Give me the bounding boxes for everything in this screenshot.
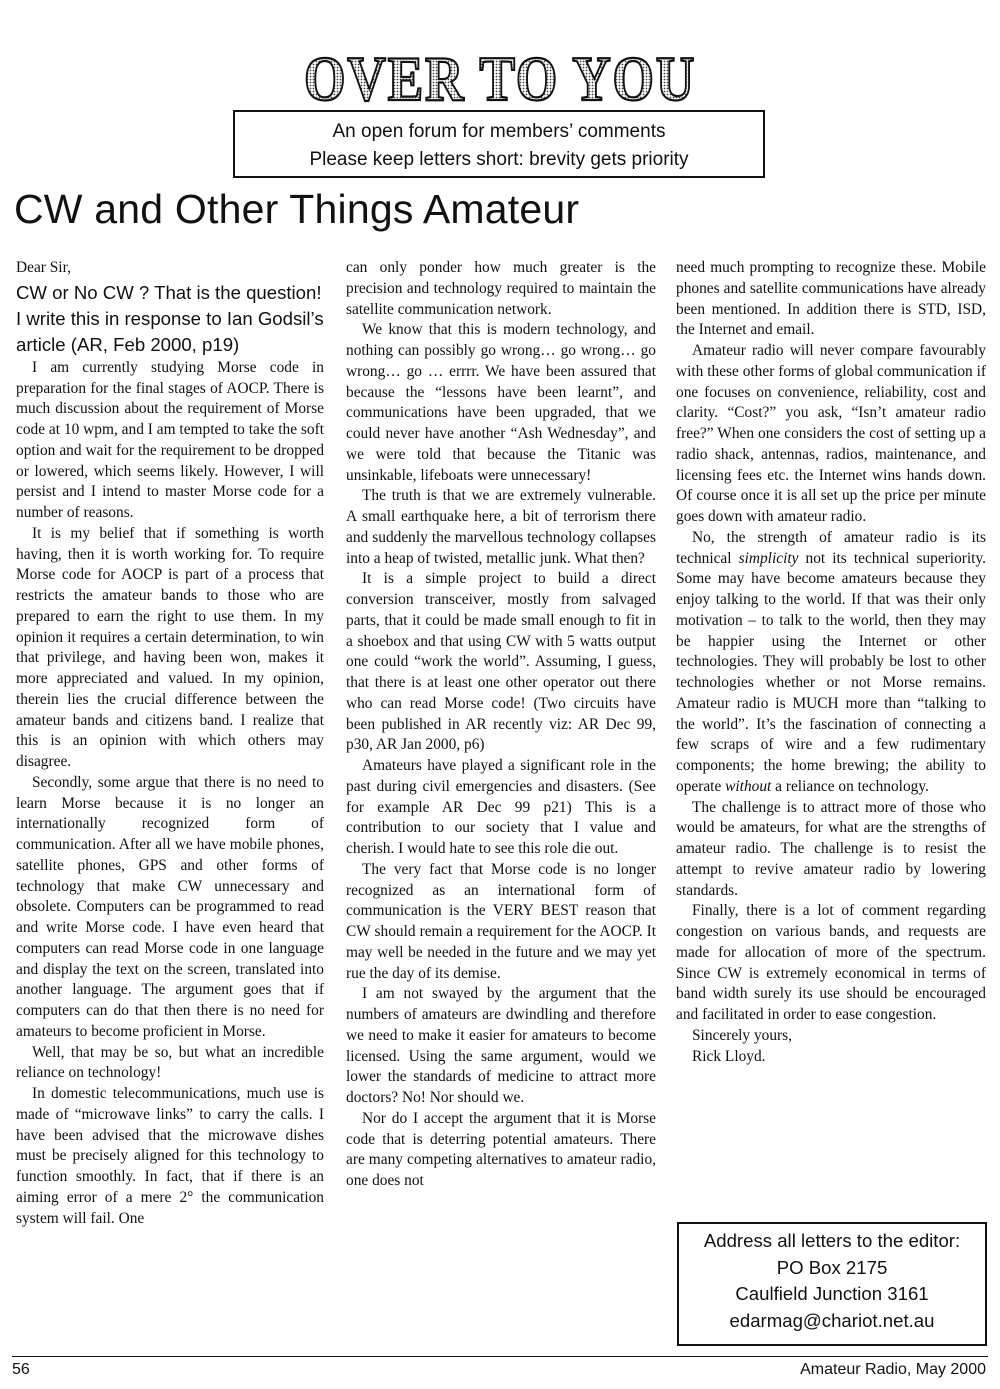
article-title: CW and Other Things Amateur (14, 186, 580, 232)
paragraph: Secondly, some argue that there is no need to learn Morse because it is no longer an internationally recognized form of communication. After all we have mobile phones, satellite phones, GPS and other forms of technology that make CW unnecessary and obsolete. Computers can be programmed to read and write Morse code. I have even heard that computers can read Morse code in one language and display the text on the screen, translated into another language. The argument goes that if computers can do that then there is no need for amateurs to become proficient in Morse. (16, 773, 324, 1040)
address-line-3: Caulfield Junction 3161 (735, 1283, 929, 1304)
paragraph: I am currently studying Morse code in preparation for the final stages of AOCP. There is much discussion about the requirement of Morse code at 10 wpm, and I am tempted to take the soft option and wait for the requirement to be dropped or lowered, which seems likely. However, I will persist and I intend to master Morse code for a number of reasons. (16, 358, 324, 521)
paragraph: Amateurs have played a significant role in the past during civil emergencies and disasters. (See for example AR Dec 99 p21) This is a contribution to our society that I value and cherish. I would hate to see this role die out. (346, 757, 656, 857)
page-number: 56 (12, 1361, 30, 1378)
paragraph: Nor do I accept the argument that it is Morse code that is deterring potential amateurs. There are many competing alternatives to amateur radio, one does not (346, 1109, 656, 1189)
paragraph: The challenge is to attract more of those who would be amateurs, for what are the strengths of amateur radio. The challenge is to resist the attempt to revive amateur radio by lowering standards. (676, 798, 986, 899)
salutation: Dear Sir, (16, 259, 71, 276)
editor-email: edarmag@chariot.net.au (729, 1309, 935, 1331)
banner-text: OVER TO YOU (304, 43, 696, 114)
article-column-2 (346, 258, 656, 1192)
closing: Sincerely yours, (692, 1026, 793, 1044)
paragraph: can only ponder how much greater is the precision and technology required to maintain the satellite communication network. (346, 259, 656, 318)
address-box (677, 1222, 987, 1346)
paragraph: need much prompting to recognize these. Mobile phones and satellite communications have already been mentioned. In addition there is STD, ISD, the Internet and email. (676, 259, 986, 339)
paragraph: Well, that may be so, but what an incredible reliance on technology! (16, 1043, 324, 1082)
address-line-2: PO Box 2175 (776, 1256, 888, 1278)
forum-box-line1: An open forum for members’ comments (332, 121, 666, 142)
signature: Rick Lloyd. (692, 1047, 766, 1065)
address-line-1: Address all letters to the editor: (703, 1230, 961, 1251)
paragraph: We know that this is modern technology, and nothing can possibly go wrong… go wrong… go wrong… go … errrr. We have been assured that because the “lessons have been learnt”, and communications have been upgraded, that we could never have another “Ash Wednesday”, and we were told that because the Titanic was unsinkable, lifeboats were unnecessary! (346, 321, 656, 484)
footer-divider (12, 1356, 988, 1357)
forum-box-line2: Please keep letters short: brevity gets priority (309, 149, 689, 170)
forum-info-box (233, 110, 765, 178)
publication-issue: Amateur Radio, May 2000 (800, 1361, 986, 1378)
paragraph: It is my belief that if something is worth having, then it is worth working for. To require Morse code for AOCP is part of a process that restricts the amateur bands to those who are prepared to earn the right to use them. In my opinion it requires a certain determination, to win that privilege, and having been won, makes it more appreciated and valued. In my opinion, therein lies the crucial difference between the amateur bands and citizens band. I realize that this is an opinion with which others may disagree. (16, 524, 324, 770)
section-banner (300, 42, 700, 114)
paragraph: It is a simple project to build a direct conversion transceiver, mostly from salvaged parts, that it could be made small enough to fit in a shoebox and that using CW with 5 watts output one could “work the world”. Assuming, I guess, that there is at least one other operator out there who can read Morse code! (Two circuits have been published in AR recently viz: AR Dec 99, p30, AR Jan 2000, p6) (346, 570, 656, 754)
paragraph: No, the strength of amateur radio is its technical simplicity not its technical superiority. Some may have become amateurs because they enjoy talking to the world. If that was their only motivation – to talk to the world, then they may be happier using the Internet or other technologies. They will probably be lost to other technologies whether or not Morse remains. Amateur radio is MUCH more than “talking to the world”. It’s the fascination of connecting a few scraps of wire and a few rudimentary components; the home brewing; the ability to operate without a reliance on technology. (676, 528, 986, 795)
paragraph: I am not swayed by the argument that the numbers of amateurs are dwindling and therefore we need to make it easier for amateurs to become licensed. Using the same argument, would we lower the standards of medicine to attract more doctors? No! Nor should we. (346, 985, 656, 1106)
paragraph: Amateur radio will never compare favourably with these other forms of global communication if one focuses on convenience, reliability, cost and clarity. “Cost?” you ask, “Isn’t amateur radio free?” When one considers the cost of setting up a radio shack, antennas, radios, maintenance, and licensing fees etc. the Internet wins hands down. Of course once it is all set up the price per minute goes down with amateur radio. (676, 342, 986, 525)
lead-paragraph: CW or No CW ? That is the question! I write this in response to Ian Godsil’s article (AR, Feb 2000, p19) (16, 281, 324, 355)
article-column-1 (16, 258, 324, 1229)
banner-graphic (300, 42, 700, 114)
paragraph: The truth is that we are extremely vulnerable. A small earthquake here, a bit of terrorism there and suddenly the marvellous technology collapses into a heap of twisted, metallic junk. What then? (346, 487, 656, 567)
paragraph: The very fact that Morse code is no longer recognized as an international form of communication is the VERY BEST reason that CW should remain a requirement for the AOCP. It may well be needed in the future and we may yet rue the day of its demise. (346, 860, 656, 982)
paragraph: Finally, there is a lot of comment regarding congestion on various bands, and requests are made for allocation of more of the spectrum. Since CW is extremely economical in terms of band width surely its use should be encouraged and facilitated in order to ease congestion. (676, 902, 986, 1023)
paragraph: In domestic telecommunications, much use is made of “microwave links” to carry the calls. I have been advised that the microwave dishes must be precisely aligned for this technology to function smoothly. In fact, that if there is an aiming error of a mere 2° the communication system will fail. One (16, 1085, 324, 1227)
article-column-3 (676, 258, 986, 1067)
